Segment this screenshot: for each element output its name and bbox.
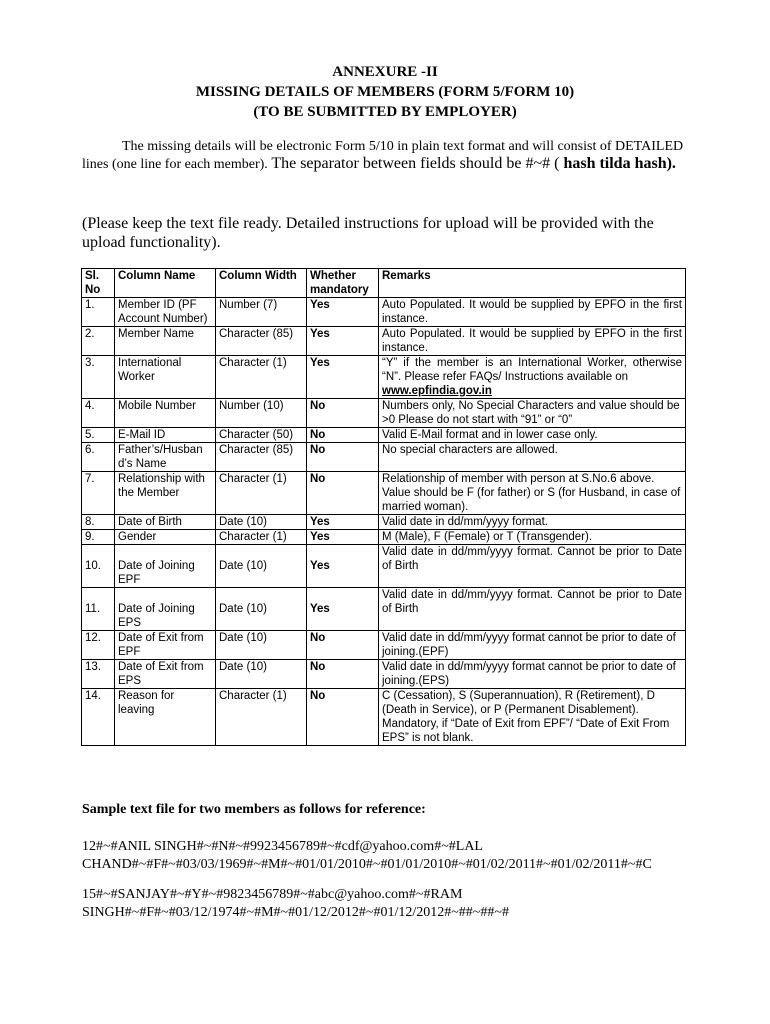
- cell-mandatory: Yes: [307, 515, 379, 530]
- cell-width: Date (10): [216, 588, 307, 631]
- cell-remarks: Valid date in dd/mm/yyyy format cannot be prior to date of joining.(EPF): [379, 631, 686, 660]
- cell-mandatory: No: [307, 428, 379, 443]
- cell-name: Member Name: [115, 327, 216, 356]
- table-row: [82, 588, 686, 631]
- cell-remarks: Valid date in dd/mm/yyyy format.: [379, 515, 686, 530]
- remarks-text: “Y” if the member is an International Worker, otherwise “N”. Please refer FAQs/ Instructions available on: [382, 357, 682, 383]
- cell-name: Mobile Number: [115, 399, 216, 428]
- fields-table: [81, 268, 686, 746]
- cell-name: Date of Exit from EPS: [115, 660, 216, 689]
- header-column-name: Column Name: [115, 269, 216, 298]
- cell-sl: 11.: [82, 588, 115, 631]
- table-row: [82, 545, 686, 588]
- cell-remarks: Relationship of member with person at S.No.6 above. Value should be F (for father) or S (for Husband, in case of married woman).: [379, 472, 686, 515]
- cell-width: Date (10): [216, 631, 307, 660]
- cell-sl: 1.: [82, 298, 115, 327]
- intro-text: The missing details will be electronic Form 5/10 in plain text format and will consist of DETAILED lines (one line for each member).: [82, 139, 684, 172]
- cell-sl: 2.: [82, 327, 115, 356]
- cell-width: Character (1): [216, 689, 307, 746]
- cell-name: E-Mail ID: [115, 428, 216, 443]
- cell-width: Character (1): [216, 530, 307, 545]
- sample-record-1: 12#~#ANIL SINGH#~#N#~#9923456789#~#cdf@yahoo.com#~#LAL CHAND#~#F#~#03/03/1969#~#M#~#01/01/2010#~#01/01/2010#~#01/02/2011#~#01/02/2011#~#C: [82, 839, 652, 872]
- cell-width: Character (50): [216, 428, 307, 443]
- cell-remarks: Auto Populated. It would be supplied by EPFO in the first instance.: [379, 298, 686, 327]
- table-row: [82, 631, 686, 660]
- upload-note: (Please keep the text file ready. Detailed instructions for upload will be provided with the upload functionality).: [82, 215, 654, 251]
- table-row: [82, 399, 686, 428]
- cell-mandatory: No: [307, 443, 379, 472]
- cell-name: Date of Joining EPS: [115, 588, 216, 631]
- cell-remarks: C (Cessation), S (Superannuation), R (Retirement), D (Death in Service), or P (Permanent Disablement). Mandatory, if “Date of Exit from EPF”/ “Date of Exit From EPS” is not blank.: [379, 689, 686, 746]
- cell-sl: 6.: [82, 443, 115, 472]
- cell-width: Date (10): [216, 545, 307, 588]
- cell-mandatory: Yes: [307, 356, 379, 399]
- cell-width: Number (10): [216, 399, 307, 428]
- cell-mandatory: Yes: [307, 298, 379, 327]
- submitted-by-title: (TO BE SUBMITTED BY EMPLOYER): [253, 104, 517, 120]
- table-row: [82, 356, 686, 399]
- sample-heading: Sample text file for two members as follows for reference:: [82, 802, 426, 817]
- cell-width: Date (10): [216, 660, 307, 689]
- cell-remarks: Valid E-Mail format and in lower case only.: [379, 428, 686, 443]
- cell-name: Date of Exit from EPF: [115, 631, 216, 660]
- table-row: [82, 515, 686, 530]
- cell-name: Date of Birth: [115, 515, 216, 530]
- cell-mandatory: Yes: [307, 545, 379, 588]
- table-row: [82, 530, 686, 545]
- cell-sl: 10.: [82, 545, 115, 588]
- cell-sl: 14.: [82, 689, 115, 746]
- cell-sl: 3.: [82, 356, 115, 399]
- cell-mandatory: No: [307, 689, 379, 746]
- cell-name: Father’s/Husband’s Name: [115, 443, 216, 472]
- separator-bold-text: hash tilda hash).: [563, 155, 676, 172]
- cell-sl: 12.: [82, 631, 115, 660]
- table-row: [82, 660, 686, 689]
- cell-sl: 9.: [82, 530, 115, 545]
- cell-mandatory: No: [307, 631, 379, 660]
- cell-remarks: Numbers only, No Special Characters and value should be >0 Please do not start with “91” or “0”: [379, 399, 686, 428]
- cell-sl: 7.: [82, 472, 115, 515]
- intro-paragraph: [82, 138, 692, 173]
- header-sl-no: Sl. No: [82, 269, 115, 298]
- epf-website-link[interactable]: www.epfindia.gov.in: [382, 385, 492, 397]
- table-row: [82, 298, 686, 327]
- cell-width: Character (85): [216, 443, 307, 472]
- cell-remarks: No special characters are allowed.: [379, 443, 686, 472]
- cell-name: International Worker: [115, 356, 216, 399]
- header-mandatory: Whether mandatory: [307, 269, 379, 298]
- header-column-width: Column Width: [216, 269, 307, 298]
- cell-width: Character (1): [216, 472, 307, 515]
- sample-record-2: 15#~#SANJAY#~#Y#~#9823456789#~#abc@yahoo.com#~#RAM SINGH#~#F#~#03/12/1974#~#M#~#01/12/2012#~#01/12/2012#~##~##~#: [82, 887, 509, 920]
- cell-mandatory: Yes: [307, 530, 379, 545]
- cell-sl: 8.: [82, 515, 115, 530]
- table-row: [82, 689, 686, 746]
- cell-mandatory: No: [307, 472, 379, 515]
- cell-remarks: Valid date in dd/mm/yyyy format cannot be prior to date of joining.(EPS): [379, 660, 686, 689]
- annexure-title: ANNEXURE -II: [332, 64, 438, 80]
- cell-remarks: Auto Populated. It would be supplied by EPFO in the first instance.: [379, 327, 686, 356]
- cell-sl: 13.: [82, 660, 115, 689]
- cell-width: Date (10): [216, 515, 307, 530]
- cell-sl: 5.: [82, 428, 115, 443]
- table-row: [82, 472, 686, 515]
- cell-name: Relationship with the Member: [115, 472, 216, 515]
- table-row: [82, 327, 686, 356]
- cell-remarks: M (Male), F (Female) or T (Transgender).: [379, 530, 686, 545]
- cell-remarks: Valid date in dd/mm/yyyy format. Cannot be prior to Date of Birth: [379, 588, 686, 631]
- cell-mandatory: No: [307, 399, 379, 428]
- cell-mandatory: Yes: [307, 327, 379, 356]
- cell-width: Character (1): [216, 356, 307, 399]
- table-row: [82, 428, 686, 443]
- cell-sl: 4.: [82, 399, 115, 428]
- cell-remarks: [379, 356, 686, 399]
- table-header-row: [82, 269, 686, 298]
- cell-name: Member ID (PF Account Number): [115, 298, 216, 327]
- cell-width: Character (85): [216, 327, 307, 356]
- cell-name: Gender: [115, 530, 216, 545]
- cell-mandatory: Yes: [307, 588, 379, 631]
- cell-name: Reason for leaving: [115, 689, 216, 746]
- cell-name: Date of Joining EPF: [115, 545, 216, 588]
- table-row: [82, 443, 686, 472]
- cell-mandatory: No: [307, 660, 379, 689]
- cell-remarks: Valid date in dd/mm/yyyy format. Cannot be prior to Date of Birth: [379, 545, 686, 588]
- header-remarks: Remarks: [379, 269, 686, 298]
- separator-text: The separator between fields should be #~# (: [271, 155, 564, 172]
- form-title: MISSING DETAILS OF MEMBERS (FORM 5/FORM 10): [195, 84, 575, 100]
- cell-width: Number (7): [216, 298, 307, 327]
